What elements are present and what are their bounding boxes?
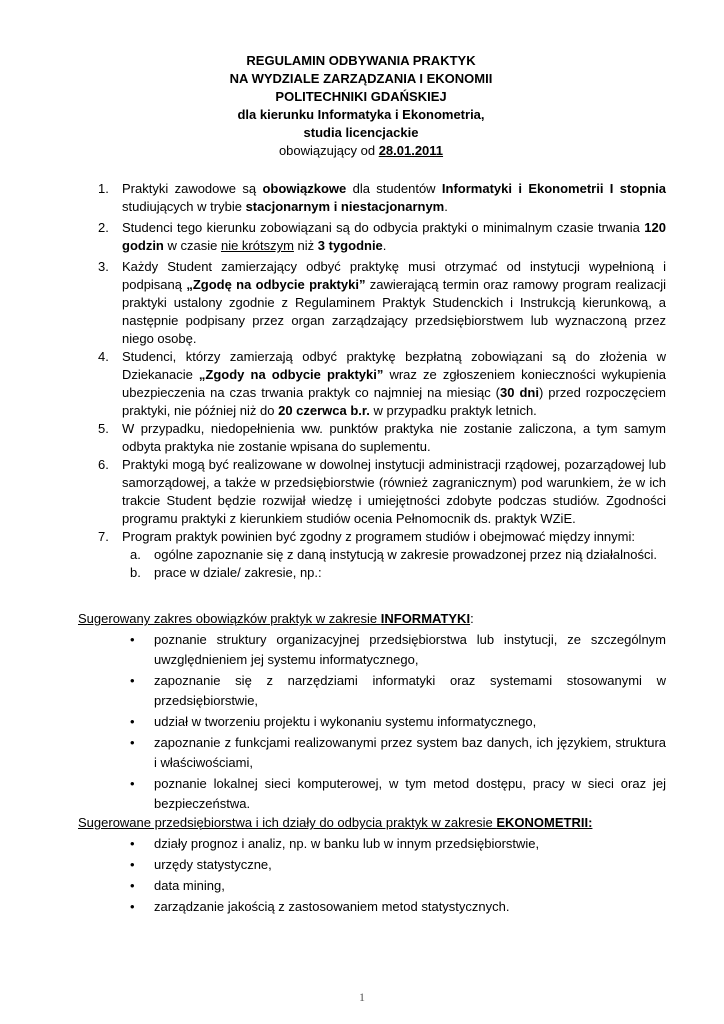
bullet-icon: • bbox=[130, 899, 135, 914]
list-item: • poznanie struktury organizacyjnej przedsiębiorstwa lub instytucji, ze szczególnym uwzględnieniem jej systemu informatycznego, bbox=[130, 632, 666, 667]
list-item: • zapoznanie z funkcjami realizowanymi przez system baz danych, ich językiem, struktura i właściwościami, bbox=[130, 735, 666, 770]
list-item: • data mining, bbox=[78, 876, 666, 896]
informatyka-bullets bbox=[78, 630, 666, 815]
bullet-icon: • bbox=[130, 735, 135, 750]
ekonometria-bullets bbox=[78, 834, 666, 918]
document-header bbox=[78, 52, 644, 160]
list-item: • urzędy statystyczne, bbox=[78, 855, 666, 875]
bullet-icon: • bbox=[130, 776, 135, 791]
bullet-icon: • bbox=[130, 673, 135, 688]
ekonometria-section-title: Sugerowane przedsiębiorstwa i ich działy do odbycia praktyk w zakresie EKONOMETRII: bbox=[78, 815, 593, 830]
bullet-icon: • bbox=[130, 714, 135, 729]
rule-2: 2. Studenci tego kierunku zobowiązani są do odbycia praktyki o minimalnym czasie trwania 120 godzin w czasie nie krótszym niż 3 tygodnie. bbox=[98, 220, 666, 253]
list-item: • działy prognoz i analiz, np. w banku lub w innym przedsiębiorstwie, bbox=[78, 834, 666, 854]
rule-6: 6. Praktyki mogą być realizowane w dowolnej instytucji administracji rządowej, pozarządowej lub samorządowej, a także w przedsiębiorstwie (również zagranicznym) pod warunkiem, że w ich trakcie Student będzie rozwijał wiedzę i umiejętności zdobyte podczas studiów. Zgodności programu praktyki z kierunkiem studiów ocenia Pełnomocnik ds. praktyk WZiE. bbox=[98, 457, 666, 526]
informatyka-section-title: Sugerowany zakres obowiązków praktyk w zakresie INFORMATYKI: bbox=[78, 611, 474, 626]
bullet-icon: • bbox=[130, 878, 135, 893]
list-item: • poznanie lokalnej sieci komputerowej, w tym metod dostępu, pracy w sieci oraz jej bezpieczeństwa. bbox=[130, 776, 666, 811]
rule-3: 3. Każdy Student zamierzający odbyć praktykę musi otrzymać od instytucji wypełnioną i podpisaną „Zgodę na odbycie praktyki” zawierającą termin oraz ramowy program realizacji praktyki ustalony zgodnie z Regulaminem Praktyk Studenckich i Instrukcją kierunkową, a następnie podpisany przez organ zarządzający przedsiębiorstwem lub wyznaczoną przez niego osobę. bbox=[98, 259, 666, 346]
rule-5: 5. W przypadku, niedopełnienia ww. punktów praktyka nie zostanie zaliczona, a tym samym odbyta praktyka nie zostanie wpisana do suplementu. bbox=[98, 421, 666, 454]
page-number: 1 bbox=[359, 990, 365, 1004]
list-item: • udział w tworzeniu projektu i wykonaniu systemu informatycznego, bbox=[78, 712, 666, 732]
title-line-4: dla kierunku Informatyka i Ekonometria, bbox=[237, 107, 485, 122]
rules-list bbox=[90, 180, 666, 582]
bullet-icon: • bbox=[130, 857, 135, 872]
title-line-2: NA WYDZIALE ZARZĄDZANIA I EKONOMII bbox=[229, 71, 493, 86]
effective-date-value: 28.01.2011 bbox=[378, 143, 444, 158]
list-item: • zarządzanie jakością z zastosowaniem metod statystycznych. bbox=[78, 897, 666, 917]
rule-4: 4. Studenci, którzy zamierzają odbyć praktykę bezpłatną zobowiązani są do złożenia w Dziekanacie „Zgody na odbycie praktyki” wraz ze zgłoszeniem konieczności wykupienia ubezpieczenia na czas trwania praktyk co najmniej na miesiąc (30 dni) przed rozpoczęciem praktyki, nie później niż do 20 czerwca b.r. w przypadku praktyk letnich. bbox=[98, 349, 666, 418]
rule-7: 7. Program praktyk powinien być zgodny z programem studiów i obejmować między innymi: a. ogólne zapoznanie się z daną instytucją w zakresie prowadzonej przez nią działalności. b. prace w dziale/ zakresie, np.: bbox=[90, 528, 666, 582]
bullet-icon: • bbox=[130, 632, 135, 647]
rule-7-sublist bbox=[122, 546, 666, 582]
list-item: • zapoznanie się z narzędziami informatyki oraz systemami stosowanymi w przedsiębiorstwie, bbox=[130, 673, 666, 708]
title-line-3: POLITECHNIKI GDAŃSKIEJ bbox=[275, 89, 447, 104]
title-line-5: studia licencjackie bbox=[303, 125, 419, 140]
rule-1: 1. Praktyki zawodowe są obowiązkowe dla studentów Informatyki i Ekonometrii I stopnia studiujących w trybie stacjonarnym i niestacjonarnym. bbox=[98, 181, 666, 214]
bullet-icon: • bbox=[130, 836, 135, 851]
sub-item-a: a. ogólne zapoznanie się z daną instytucją w zakresie prowadzonej przez nią działalności. bbox=[130, 547, 657, 562]
effective-date: obowiązujący od 28.01.2011 bbox=[278, 143, 444, 158]
sub-item-b: b. prace w dziale/ zakresie, np.: bbox=[130, 565, 322, 580]
title-line-1: REGULAMIN ODBYWANIA PRAKTYK bbox=[246, 53, 476, 68]
